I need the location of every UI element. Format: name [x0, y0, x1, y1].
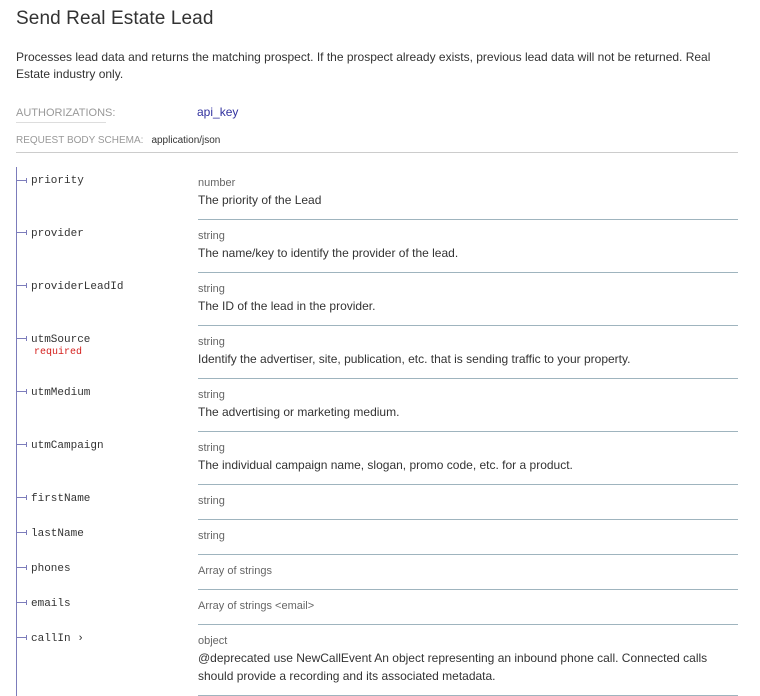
property-name-cell — [17, 273, 199, 326]
property-description: The individual campaign name, slogan, promo code, etc. for a product. — [198, 458, 573, 472]
tree-branch-icon — [17, 567, 27, 568]
authorizations — [16, 105, 738, 123]
property-details — [198, 485, 738, 520]
operation-description: Processes lead data and returns the matching prospect. If the prospect already exists, previous lead data will not be returned. Real Estate industry only. — [16, 50, 711, 81]
property-name: providerLeadId — [31, 280, 124, 293]
property-type: string — [198, 442, 225, 454]
tree-branch-icon — [17, 637, 27, 638]
property-name: callIn › — [31, 632, 84, 645]
authorization-link[interactable]: api_key — [197, 105, 239, 119]
property-row — [17, 625, 739, 696]
property-type: string — [198, 336, 225, 348]
property-row — [17, 326, 739, 379]
property-name: firstName — [31, 492, 91, 505]
schema-label: REQUEST BODY SCHEMA: — [16, 135, 144, 146]
property-name-cell — [17, 432, 199, 485]
property-name: emails — [31, 597, 71, 610]
property-name-cell — [17, 485, 199, 520]
property-type: Array of strings — [198, 565, 272, 577]
property-row — [17, 485, 739, 520]
page-title: Send Real Estate Lead — [16, 8, 214, 29]
property-type: Array of strings <email> — [198, 600, 315, 612]
tree-branch-icon — [17, 338, 27, 339]
property-type: string — [198, 230, 225, 242]
property-type: number — [198, 177, 236, 189]
request-body-schema — [16, 135, 738, 153]
property-row — [17, 167, 739, 220]
property-details — [198, 167, 738, 220]
property-name: utmSource — [31, 333, 91, 346]
property-name-cell — [17, 167, 199, 220]
property-details — [198, 625, 738, 696]
required-label: required — [34, 346, 83, 358]
property-row — [17, 379, 739, 432]
property-description: @deprecated use NewCallEvent An object representing an inbound phone call. Connected calls should provide a recording and its associated metadata. — [198, 651, 708, 683]
tree-branch-icon — [17, 602, 27, 603]
property-name-cell — [17, 590, 199, 625]
property-description: The advertising or marketing medium. — [198, 405, 400, 419]
property-row — [17, 273, 739, 326]
property-details — [198, 326, 738, 379]
property-type: string — [198, 530, 225, 542]
property-name-cell — [17, 520, 199, 555]
tree-branch-icon — [17, 232, 27, 233]
property-name-cell — [17, 326, 199, 379]
property-name-cell — [17, 379, 199, 432]
tree-branch-icon — [17, 391, 27, 392]
schema-content-type: application/json — [151, 135, 221, 146]
authorizations-label: AUTHORIZATIONS: — [16, 107, 106, 123]
property-details — [198, 590, 738, 625]
property-name: provider — [31, 227, 84, 240]
tree-branch-icon — [17, 180, 27, 181]
property-row — [17, 432, 739, 485]
property-description: The priority of the Lead — [198, 193, 322, 207]
tree-branch-icon — [17, 285, 27, 286]
property-row — [17, 590, 739, 625]
property-name: utmMedium — [31, 386, 91, 399]
property-name-cell — [17, 220, 199, 273]
property-name: priority — [31, 175, 84, 187]
property-details — [198, 379, 738, 432]
tree-branch-icon — [17, 444, 27, 445]
properties-table — [16, 167, 738, 696]
property-type: string — [198, 495, 225, 507]
property-description: Identify the advertiser, site, publication, etc. that is sending traffic to your property. — [198, 352, 631, 366]
tree-branch-icon — [17, 532, 27, 533]
property-name: utmCampaign — [31, 439, 104, 452]
property-name-cell — [17, 555, 199, 590]
property-row — [17, 555, 739, 590]
property-name-cell[interactable] — [17, 625, 199, 696]
property-details — [198, 555, 738, 590]
property-type: string — [198, 283, 225, 295]
property-description: The ID of the lead in the provider. — [198, 299, 376, 313]
property-details — [198, 432, 738, 485]
property-description: The name/key to identify the provider of the lead. — [198, 246, 459, 260]
property-name: lastName — [31, 527, 84, 540]
property-type: string — [198, 389, 225, 401]
property-name: phones — [31, 562, 71, 575]
property-details — [198, 520, 738, 555]
tree-branch-icon — [17, 497, 27, 498]
property-row — [17, 520, 739, 555]
property-details — [198, 273, 738, 326]
property-row — [17, 220, 739, 273]
property-type: object — [198, 635, 228, 647]
property-details — [198, 220, 738, 273]
